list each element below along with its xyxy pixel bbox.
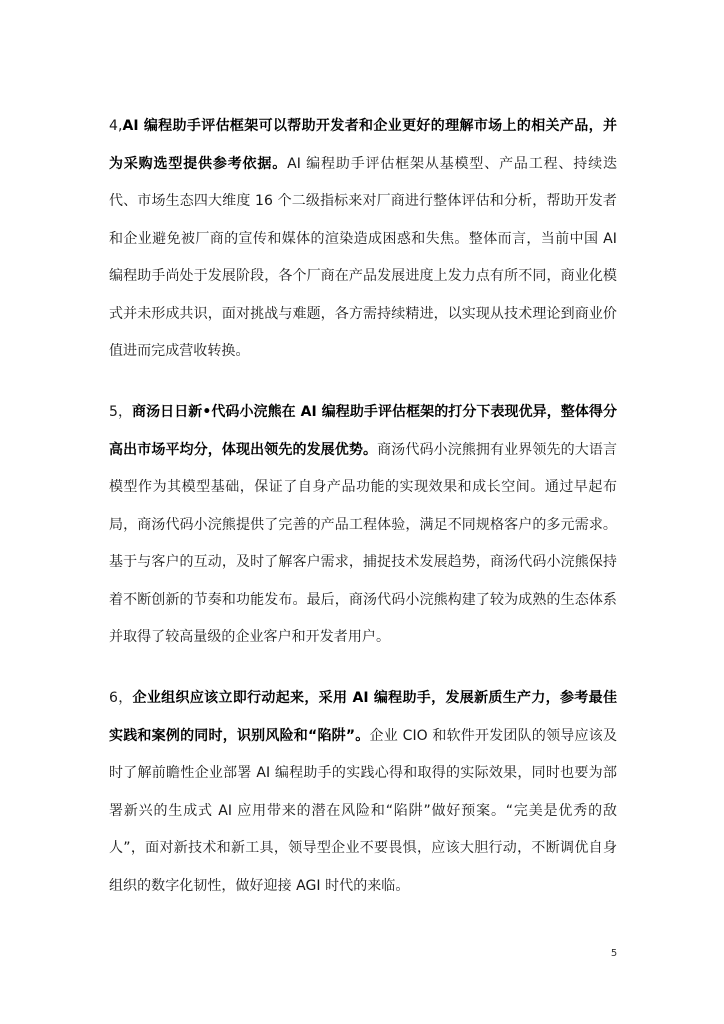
paragraph-5-number: 5，: [109, 404, 133, 420]
paragraph-4-lead: AI 编程助手评估框架可以帮助开发者和企业更好的理解市场上的相关产品，并为采购选型提供参考依据。: [109, 118, 617, 172]
paragraph-4-body: AI 编程助手评估框架从基模型、产品工程、持续迭代、市场生态四大维度 16 个二级指标来对厂商进行整体评估和分析，帮助开发者和企业避免被厂商的宣传和媒体的渲染造成困惑和失焦。整体而言，当前中国 AI 编程助手尚处于发展阶段，各个厂商在产品发展进度上发力点有所不同，商业化模式并未形成共识，面对挑战与难题，各方需持续精进，以实现从技术理论到商业价值进而完成营收转换。: [109, 155, 617, 359]
paragraph-5-body: 商汤代码小浣熊拥有业界领先的大语言模型作为其模型基础，保证了自身产品功能的实现效果和成长空间。通过早起布局，商汤代码小浣熊提供了完善的产品工程体验，满足不同规格客户的多元需求。基于与客户的互动，及时了解客户需求，捕捉技术发展趋势，商汤代码小浣熊保持着不断创新的节奏和功能发布。最后，商汤代码小浣熊构建了较为成熟的生态体系并取得了较高量级的企业客户和开发者用户。: [109, 441, 617, 645]
paragraph-4-number: 4,: [109, 118, 123, 134]
paragraph-5: [109, 394, 617, 657]
paragraph-6-body: 企业 CIO 和软件开发团队的领导应该及时了解前瞻性企业部署 AI 编程助手的实践心得和取得的实际效果，同时也要为部署新兴的生成式 AI 应用带来的潜在风险和“陷阱”做好预案。“完美是优秀的敌人”，面对新技术和新工具，领导型企业不要畏惧，应该大胆行动，不断调优自身组织的数字化韧性，做好迎接 AGI 时代的来临。: [109, 727, 617, 894]
paragraph-6-lead: 企业组织应该立即行动起来，采用 AI 编程助手，发展新质生产力，参考最佳实践和案例的同时，识别风险和“陷阱”。: [109, 690, 617, 744]
paragraph-6-number: 6，: [109, 690, 133, 706]
paragraph-6: [109, 680, 617, 905]
paragraph-5-lead: 商汤日日新•代码小浣熊在 AI 编程助手评估框架的打分下表现优异，整体得分高出市场平均分，体现出领先的发展优势。: [109, 404, 617, 458]
page-number: 5: [610, 948, 618, 959]
paragraph-4: [109, 108, 617, 371]
